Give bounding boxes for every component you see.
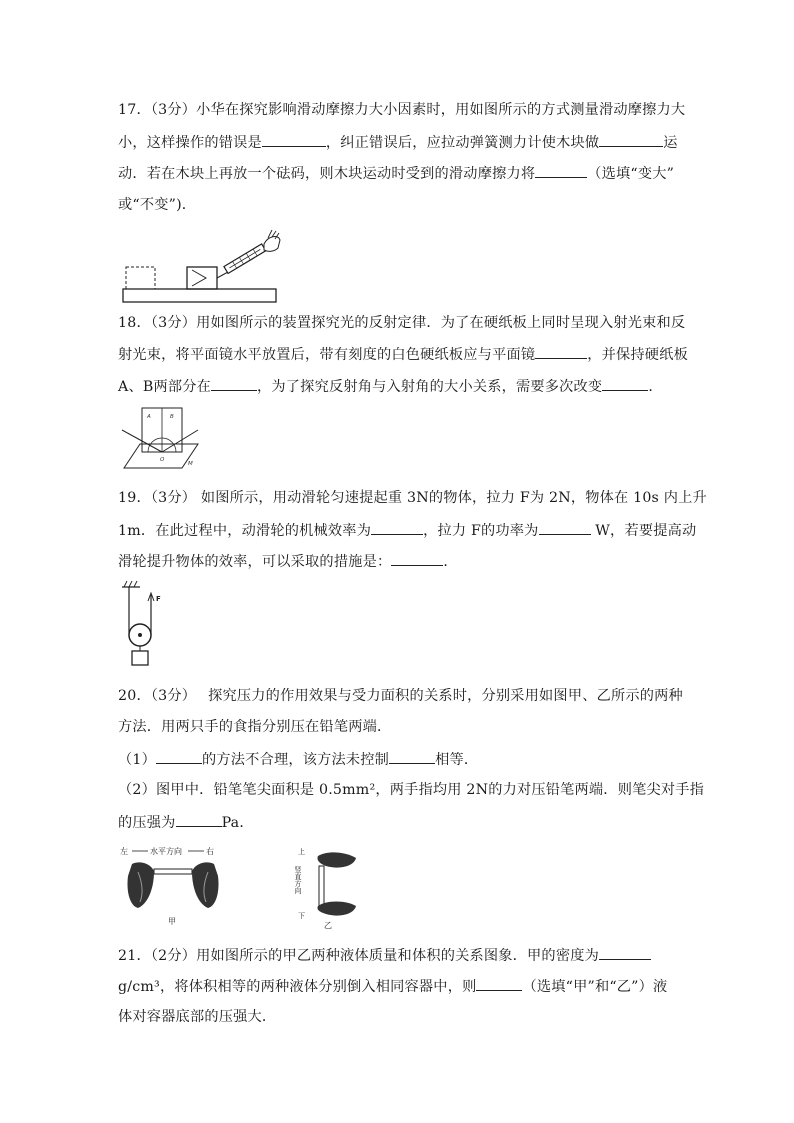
q21-line-3: 体对容器底部的压强大． <box>118 1009 277 1025</box>
q18-line-3: A、B两部分在 ，为了探究反射角与入射角的大小关系，需要多次改变 ． <box>118 376 663 397</box>
q20-line-5: 的压强为 Pa． <box>118 812 254 833</box>
answer-blank[interactable] <box>391 551 443 566</box>
label-up: 上 <box>298 848 305 856</box>
answer-blank[interactable] <box>262 132 326 147</box>
answer-blank[interactable] <box>539 520 591 535</box>
answer-blank[interactable] <box>211 376 257 391</box>
answer-blank[interactable] <box>599 945 651 960</box>
answer-blank[interactable] <box>371 520 423 535</box>
answer-blank[interactable] <box>176 812 222 827</box>
friction-experiment-figure <box>118 222 282 304</box>
answer-blank[interactable] <box>156 749 202 764</box>
q19-line-1: 19．（3分） 如图所示，用动滑轮匀速提起重 3N的物体，拉力 F为 2N，物体在 10s 内上升 <box>118 490 707 506</box>
q19-line-3: 滑轮提升物体的效率，可以采取的措施是： ． <box>118 551 458 572</box>
q18-line-2: 射光束，将平面镜水平放置后，带有刻度的白色硬纸板应与平面镜 ，并保持硬纸板 <box>118 344 688 365</box>
fig-label-o: O <box>160 457 165 463</box>
answer-blank[interactable] <box>535 344 587 359</box>
caption-jia: 甲 <box>168 917 176 926</box>
label-vertical-direction: 竖直方向 <box>294 866 302 894</box>
q20-line-4: （2）图甲中．铅笔笔尖面积是 0.5mm²，两手指均用 2N的力对压铅笔两端．则笔尖对手指 <box>118 782 705 798</box>
q19-line-2: 1m．在此过程中，动滑轮的机械效率为 ，拉力 F的功率为 W，若要提高动 <box>118 520 696 541</box>
fig-label-a: A <box>147 414 151 420</box>
caption-yi: 乙 <box>324 921 332 930</box>
fig-label-m: M <box>188 461 193 467</box>
q21-line-2: g/cm³，将体积相等的两种液体分别倒入相同容器中，则 （选填“甲”和“乙”）液 <box>118 976 667 997</box>
pulley-figure <box>118 579 168 671</box>
force-label-f: F <box>156 595 161 603</box>
answer-blank[interactable] <box>535 163 587 178</box>
pencil-vertical-figure <box>296 842 366 930</box>
light-reflection-figure <box>120 404 200 472</box>
q17-line-3: 动．若在木块上再放一个砝码，则木块运动时受到的滑动摩擦力将 （选填“变大” <box>118 163 674 184</box>
label-left: 左 <box>120 847 128 856</box>
answer-blank[interactable] <box>476 976 522 991</box>
q17-line-4: 或“不变”)． <box>118 197 197 213</box>
fig-label-b: B <box>170 414 174 420</box>
answer-blank[interactable] <box>389 749 435 764</box>
label-horizontal-direction: 水平方向 <box>150 847 182 856</box>
q17-line-1: 17．（3分）小华在探究影响滑动摩擦力大小因素时，用如图所示的方式测量滑动摩擦力大 <box>118 102 686 118</box>
q20-line-1: 20．（3分） 探究压力的作用效果与受力面积的关系时，分别采用如图甲、乙所示的两种 <box>118 688 683 704</box>
label-down: 下 <box>298 912 305 920</box>
q21-line-1: 21．（2分）用如图所示的甲乙两种液体质量和体积的关系图象．甲的密度为 <box>118 945 651 966</box>
q18-line-1: 18．（3分）用如图所示的装置探究光的反射定律．为了在硬纸板上同时呈现入射光束和反 <box>118 315 686 331</box>
q17-line-2: 小，这样操作的错误是 ，纠正错误后，应拉动弹簧测力计使木块做 运 <box>118 132 678 153</box>
q20-line-2: 方法．用两只手的食指分别压在铅笔两端． <box>118 719 392 735</box>
answer-blank[interactable] <box>602 376 648 391</box>
answer-blank[interactable] <box>599 132 663 147</box>
label-right: 右 <box>206 847 214 856</box>
pencil-horizontal-figure <box>118 842 228 930</box>
q20-line-3: （1） 的方法不合理，该方法未控制 相等． <box>118 749 478 770</box>
